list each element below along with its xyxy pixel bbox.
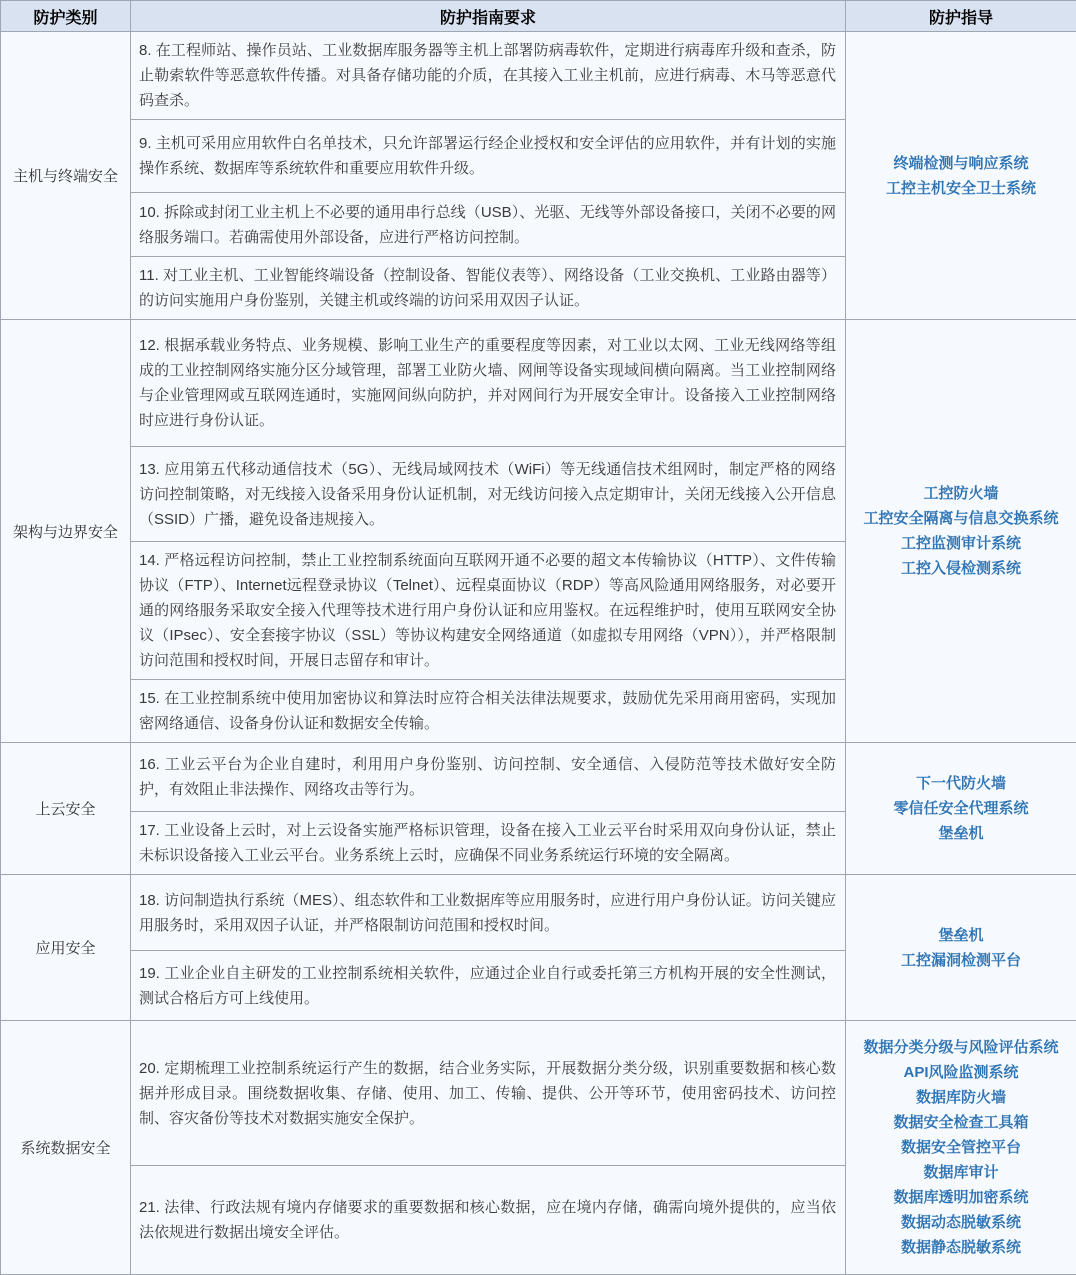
category-cell-cloud: 上云安全	[1, 743, 131, 875]
requirement-cell-17: 17. 工业设备上云时，对上云设备实施严格标识管理，设备在接入工业云平台时采用双向身份认证，禁止未标识设备接入工业云平台。业务系统上云时，应确保不同业务系统运行环境的安全隔离。	[131, 812, 846, 875]
guidance-item: 数据分类分级与风险评估系统	[851, 1035, 1071, 1060]
header-row	[1, 1, 1076, 32]
guidance-item: 下一代防火墙	[851, 771, 1071, 796]
table-row	[1, 875, 1076, 951]
header-category: 防护类别	[1, 1, 131, 32]
guidance-item: 工控主机安全卫士系统	[851, 176, 1071, 201]
guidance-cell-host-terminal	[846, 32, 1076, 320]
requirement-cell-13: 13. 应用第五代移动通信技术（5G）、无线局域网技术（WiFi）等无线通信技术组网时，制定严格的网络访问控制策略，对无线接入设备采用身份认证机制，对无线访问接入点定期审计，关闭无线接入公开信息（SSID）广播，避免设备违规接入。	[131, 447, 846, 542]
guidance-item: 工控监测审计系统	[851, 531, 1071, 556]
requirement-cell-16: 16. 工业云平台为企业自建时，利用用户身份鉴别、访问控制、安全通信、入侵防范等技术做好安全防护，有效阻止非法操作、网络攻击等行为。	[131, 743, 846, 812]
guidance-cell-cloud	[846, 743, 1076, 875]
guidance-item: 工控防火墙	[851, 481, 1071, 506]
guidance-item: 数据库防火墙	[851, 1085, 1071, 1110]
guidance-item: 工控入侵检测系统	[851, 556, 1071, 581]
table-row	[1, 1021, 1076, 1166]
guidance-item: 终端检测与响应系统	[851, 151, 1071, 176]
requirement-cell-19: 19. 工业企业自主研发的工业控制系统相关软件，应通过企业自行或委托第三方机构开展的安全性测试，测试合格后方可上线使用。	[131, 951, 846, 1021]
guidance-item: 工控安全隔离与信息交换系统	[851, 506, 1071, 531]
table-row	[1, 743, 1076, 812]
category-cell-application: 应用安全	[1, 875, 131, 1021]
requirement-cell-20: 20. 定期梳理工业控制系统运行产生的数据，结合业务实际，开展数据分类分级，识别重要数据和核心数据并形成目录。围绕数据收集、存储、使用、加工、传输、提供、公开等环节，使用密码技术、访问控制、容灾备份等技术对数据实施安全保护。	[131, 1021, 846, 1166]
guidance-cell-system-data	[846, 1021, 1076, 1275]
category-cell-host-terminal: 主机与终端安全	[1, 32, 131, 320]
requirement-cell-18: 18. 访问制造执行系统（MES）、组态软件和工业数据库等应用服务时，应进行用户身份认证。访问关键应用服务时，采用双因子认证，并严格限制访问范围和授权时间。	[131, 875, 846, 951]
category-cell-system-data: 系统数据安全	[1, 1021, 131, 1275]
guidance-cell-application	[846, 875, 1076, 1021]
requirement-cell-11: 11. 对工业主机、工业智能终端设备（控制设备、智能仪表等）、网络设备（工业交换机、工业路由器等）的访问实施用户身份鉴别，关键主机或终端的访问采用双因子认证。	[131, 257, 846, 320]
requirement-cell-15: 15. 在工业控制系统中使用加密协议和算法时应符合相关法律法规要求，鼓励优先采用商用密码，实现加密网络通信、设备身份认证和数据安全传输。	[131, 680, 846, 743]
guidance-item: 数据静态脱敏系统	[851, 1235, 1071, 1260]
requirement-cell-14: 14. 严格远程访问控制，禁止工业控制系统面向互联网开通不必要的超文本传输协议（HTTP）、文件传输协议（FTP）、Internet远程登录协议（Telnet）、远程桌面协议（RDP）等高风险通用网络服务，对必要开通的网络服务采取安全接入代理等技术进行用户身份认证和应用鉴权。在远程维护时，使用互联网安全协议（IPsec）、安全套接字协议（SSL）等协议构建安全网络通道（如虚拟专用网络（VPN）），并严格限制访问范围和授权时间，开展日志留存和审计。	[131, 542, 846, 680]
guidance-item: 数据库审计	[851, 1160, 1071, 1185]
header-requirement: 防护指南要求	[131, 1, 846, 32]
table-row	[1, 32, 1076, 120]
guidance-item: 数据库透明加密系统	[851, 1185, 1071, 1210]
guidance-item: 堡垒机	[851, 923, 1071, 948]
header-guidance: 防护指导	[846, 1, 1076, 32]
guidance-item: API风险监测系统	[851, 1060, 1071, 1085]
requirement-cell-8: 8. 在工程师站、操作员站、工业数据库服务器等主机上部署防病毒软件，定期进行病毒库升级和查杀，防止勒索软件等恶意软件传播。对具备存储功能的介质，在其接入工业主机前，应进行病毒、木马等恶意代码查杀。	[131, 32, 846, 120]
requirement-cell-21: 21. 法律、行政法规有境内存储要求的重要数据和核心数据，应在境内存储，确需向境外提供的，应当依法依规进行数据出境安全评估。	[131, 1166, 846, 1275]
requirement-cell-10: 10. 拆除或封闭工业主机上不必要的通用串行总线（USB）、光驱、无线等外部设备接口，关闭不必要的网络服务端口。若确需使用外部设备，应进行严格访问控制。	[131, 193, 846, 257]
guidance-cell-architecture-boundary	[846, 320, 1076, 743]
guidance-item: 零信任安全代理系统	[851, 796, 1071, 821]
guidance-item: 工控漏洞检测平台	[851, 948, 1071, 973]
guidance-item: 堡垒机	[851, 821, 1071, 846]
guidance-item: 数据安全检查工具箱	[851, 1110, 1071, 1135]
guidance-item: 数据动态脱敏系统	[851, 1210, 1071, 1235]
table-row	[1, 320, 1076, 447]
guidance-item: 数据安全管控平台	[851, 1135, 1071, 1160]
requirement-cell-12: 12. 根据承载业务特点、业务规模、影响工业生产的重要程度等因素，对工业以太网、工业无线网络等组成的工业控制网络实施分区分域管理，部署工业防火墙、网闸等设备实现域间横向隔离。当工业控制网络与企业管理网或互联网连通时，实施网间纵向防护，并对网间行为开展安全审计。设备接入工业控制网络时应进行身份认证。	[131, 320, 846, 447]
category-cell-architecture-boundary: 架构与边界安全	[1, 320, 131, 743]
requirement-cell-9: 9. 主机可采用应用软件白名单技术，只允许部署运行经企业授权和安全评估的应用软件，并有计划的实施操作系统、数据库等系统软件和重要应用软件升级。	[131, 120, 846, 193]
